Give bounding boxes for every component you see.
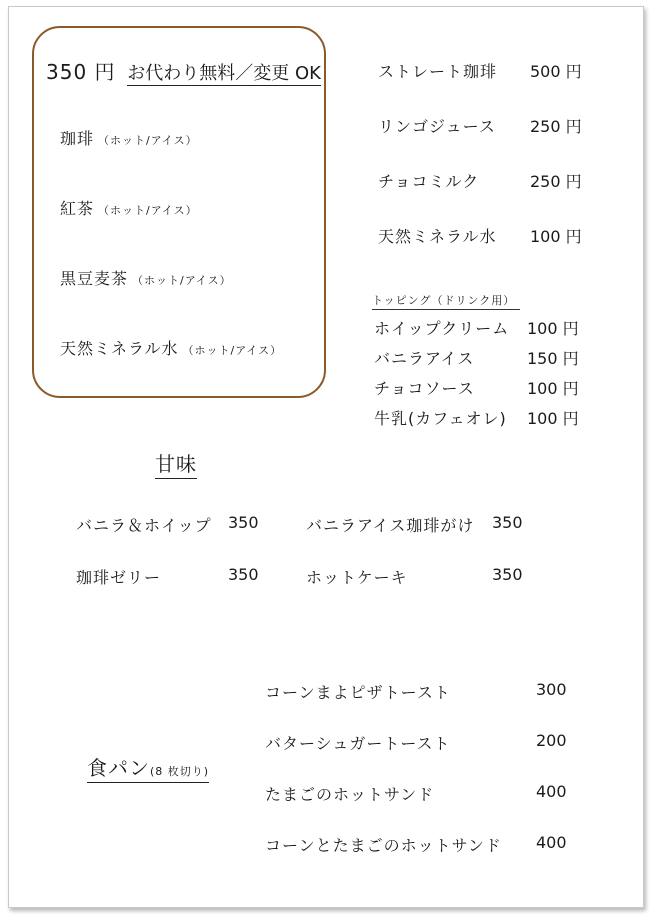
topping-price: 100 円 bbox=[527, 379, 579, 398]
refill-header bbox=[46, 56, 321, 85]
bread-name: たまごのホットサンド bbox=[265, 785, 435, 804]
bread-title-group bbox=[87, 752, 209, 783]
topping-price: 150 円 bbox=[527, 349, 579, 368]
drink-name: 天然ミネラル水 bbox=[378, 227, 497, 246]
sweet-name: バニラ＆ホイップ bbox=[76, 516, 212, 535]
refill-price: 350 円 bbox=[46, 60, 116, 84]
sweet-price: 350 bbox=[228, 513, 259, 532]
bread-name: バターシュガートースト bbox=[265, 734, 451, 753]
refill-item: 紅茶 （ホット/アイス） bbox=[60, 199, 198, 218]
drink-price: 250 円 bbox=[530, 172, 582, 191]
sweet-price: 350 bbox=[228, 565, 259, 584]
bread-price: 400 bbox=[536, 782, 567, 801]
drink-price: 100 円 bbox=[530, 227, 582, 246]
bread-name: コーンとたまごのホットサンド bbox=[265, 836, 502, 855]
bread-price: 400 bbox=[536, 833, 567, 852]
topping-name: ホイップクリーム bbox=[374, 319, 510, 338]
refill-item: 黒豆麦茶 （ホット/アイス） bbox=[60, 269, 232, 288]
sweet-price: 350 bbox=[492, 565, 523, 584]
sweet-price: 350 bbox=[492, 513, 523, 532]
bread-title: 食パン bbox=[87, 756, 150, 780]
sweet-name: バニラアイス珈琲がけ bbox=[306, 516, 475, 535]
drink-name: ストレート珈琲 bbox=[378, 62, 498, 81]
drink-name: チョコミルク bbox=[378, 172, 480, 191]
bread-price: 300 bbox=[536, 680, 567, 699]
bread-name: コーンまよピザトースト bbox=[265, 683, 451, 702]
refill-label: お代わり無料／変更 OK bbox=[127, 63, 321, 84]
refill-item: 珈琲 （ホット/アイス） bbox=[60, 129, 198, 148]
sweets-title: 甘味 bbox=[155, 448, 197, 479]
topping-name: 牛乳(カフェオレ) bbox=[374, 409, 507, 428]
bread-price: 200 bbox=[536, 731, 567, 750]
sweet-name: ホットケーキ bbox=[306, 568, 408, 587]
bread-subtitle: (8 枚切り) bbox=[150, 765, 210, 778]
topping-name: チョコソース bbox=[374, 379, 475, 398]
drink-price: 500 円 bbox=[530, 62, 582, 81]
toppings-heading: トッピング（ドリンク用） bbox=[372, 292, 520, 310]
topping-price: 100 円 bbox=[527, 409, 579, 428]
drink-name: リンゴジュース bbox=[378, 117, 496, 136]
drink-price: 250 円 bbox=[530, 117, 582, 136]
sweet-name: 珈琲ゼリー bbox=[76, 568, 162, 587]
topping-name: バニラアイス bbox=[374, 349, 475, 368]
refill-item: 天然ミネラル水 （ホット/アイス） bbox=[60, 339, 283, 358]
topping-price: 100 円 bbox=[527, 319, 579, 338]
